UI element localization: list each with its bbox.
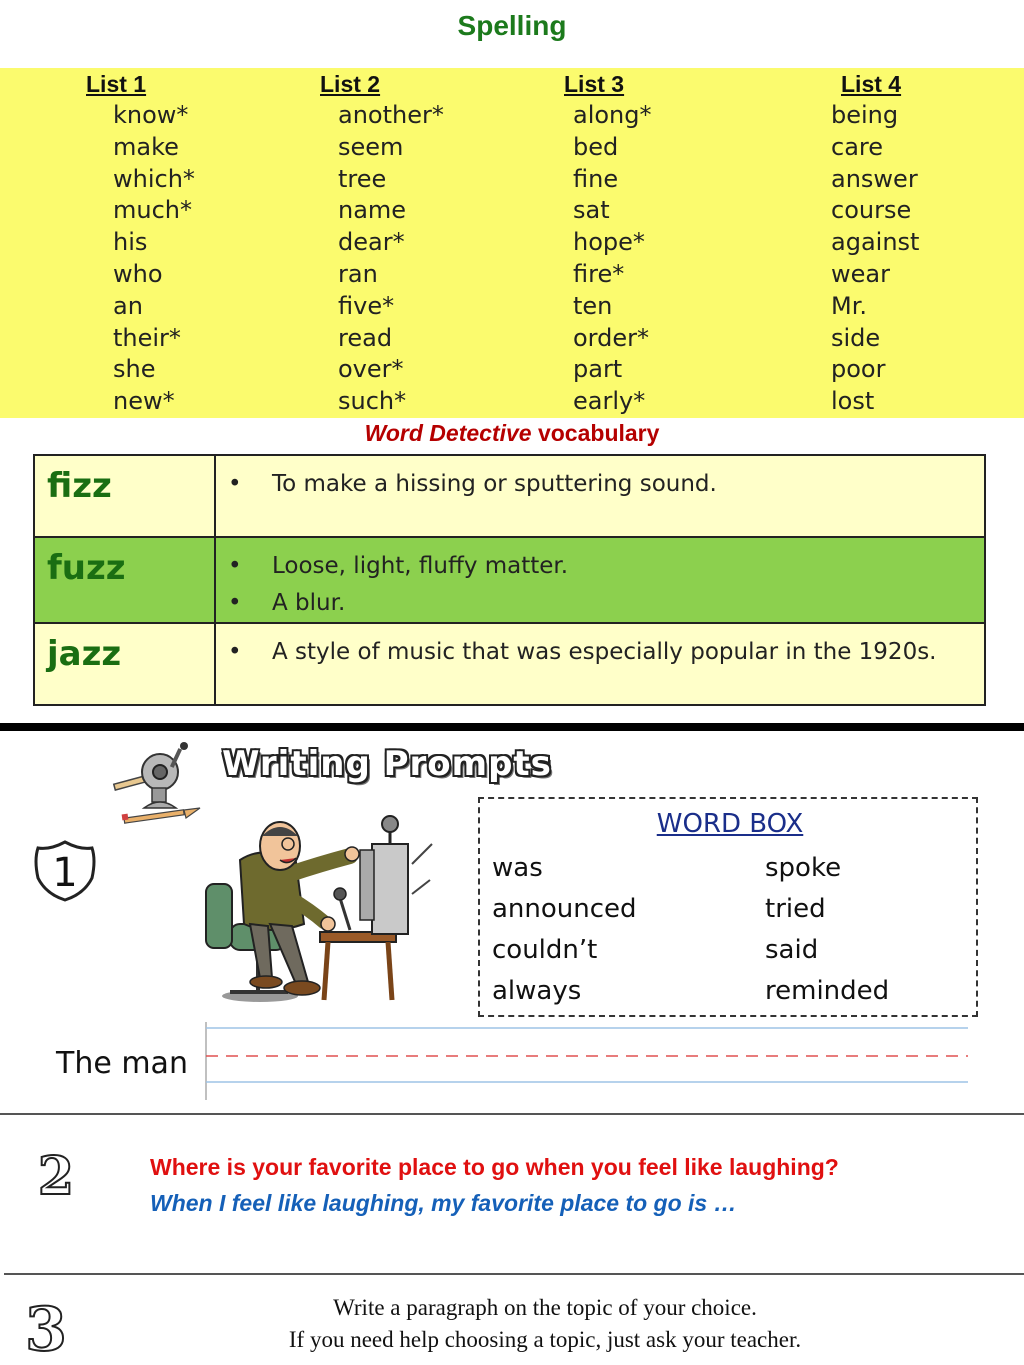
word-box-left-column — [492, 848, 637, 1012]
list-word: fine — [573, 164, 619, 193]
spelling-list-1 — [86, 68, 195, 416]
prompt-3-line-2: If you need help choosing a topic, just ask your teacher. — [288, 1327, 802, 1352]
word-box-word: said — [765, 935, 819, 965]
list-word: early* — [573, 387, 646, 416]
word-box — [478, 797, 978, 1017]
list-word: name — [338, 196, 407, 225]
definition-item: • Loose, light, fluffy matter. — [228, 548, 984, 585]
spelling-title: Spelling — [457, 10, 567, 41]
list-word: side — [831, 323, 881, 352]
vocab-definitions — [215, 455, 985, 537]
list-word: bed — [573, 132, 619, 161]
list-word: along* — [573, 101, 652, 129]
list-header: List 1 — [86, 71, 147, 97]
list-header: List 2 — [320, 71, 381, 97]
vocab-row-fuzz — [34, 537, 985, 623]
word-box-word: always — [492, 976, 582, 1006]
list-word: much* — [113, 196, 192, 225]
list-word: hope* — [573, 228, 645, 257]
word-box-word: reminded — [765, 976, 890, 1006]
list-word: an — [113, 291, 143, 320]
writing-prompts-title: Writing Prompts — [222, 744, 552, 784]
word-box-word: couldn’t — [492, 935, 598, 965]
prompt-divider — [4, 1273, 1024, 1275]
vocabulary-heading-rest: vocabulary — [531, 420, 660, 446]
prompt-3-line-1: Write a paragraph on the topic of your choice. — [333, 1295, 757, 1320]
handwriting-lines[interactable] — [204, 1022, 968, 1100]
list-word: lost — [831, 387, 875, 416]
vocabulary-table — [33, 454, 986, 706]
list-word: five* — [338, 291, 395, 320]
list-word: ran — [338, 259, 378, 288]
list-words — [113, 100, 195, 418]
spelling-list-4 — [831, 68, 920, 416]
vocab-word: jazz — [34, 623, 215, 705]
list-word: order* — [573, 323, 649, 352]
spelling-list-2 — [320, 68, 444, 416]
prompt-2-question: Where is your favorite place to go when you feel like laughing? — [150, 1154, 839, 1180]
prompt-number: 1 — [52, 850, 78, 896]
list-word: over* — [338, 355, 404, 384]
vocab-definitions — [215, 537, 985, 623]
list-word: his — [113, 228, 148, 257]
number-two-icon — [30, 1146, 86, 1202]
list-word: against — [831, 228, 920, 257]
list-word: such* — [338, 387, 407, 416]
definition-item: • To make a hissing or sputtering sound. — [228, 466, 984, 503]
list-word: which* — [113, 164, 195, 193]
list-word: another* — [338, 101, 444, 129]
vocab-row-fizz — [34, 455, 985, 537]
pencil-sharpener-icon — [112, 742, 206, 826]
list-word: who — [113, 259, 163, 288]
spelling-list-3 — [564, 68, 652, 416]
list-words — [338, 100, 444, 418]
definition-item: • A style of music that was especially popular in the 1920s. — [228, 634, 984, 671]
word-box-word: was — [492, 853, 543, 883]
word-box-title: WORD BOX — [656, 809, 804, 839]
list-word: wear — [831, 259, 890, 288]
list-words — [831, 100, 919, 418]
word-box-word: announced — [492, 894, 637, 924]
list-word: being — [831, 101, 899, 129]
list-word: read — [338, 323, 393, 352]
list-word: poor — [831, 355, 886, 384]
man-radio-illustration — [200, 814, 436, 1010]
prompt-number: 2 — [37, 1146, 75, 1202]
vocab-row-jazz — [34, 623, 985, 705]
vocabulary-heading — [0, 420, 1024, 447]
list-word: care — [831, 132, 884, 161]
list-word: answer — [831, 164, 918, 193]
word-box-word: tried — [765, 894, 826, 924]
list-word: make — [113, 132, 179, 161]
vocabulary-heading-italic: Word Detective — [364, 420, 532, 446]
list-word: dear* — [338, 228, 405, 257]
list-word: course — [831, 196, 912, 225]
list-word: sat — [573, 196, 610, 225]
vocab-word: fizz — [34, 455, 215, 537]
list-word: part — [573, 355, 623, 384]
list-word: fire* — [573, 259, 625, 288]
number-one-shield-icon — [32, 838, 98, 904]
list-word: ten — [573, 291, 613, 320]
list-word: tree — [338, 164, 387, 193]
list-header: List 3 — [564, 71, 625, 97]
prompt-number: 3 — [25, 1296, 67, 1356]
list-word: know* — [113, 101, 189, 129]
list-word: seem — [338, 132, 404, 161]
section-divider — [0, 723, 1024, 731]
prompt-divider — [0, 1113, 1024, 1115]
vocab-definitions — [215, 623, 985, 705]
word-box-word: spoke — [765, 853, 842, 883]
list-words — [573, 100, 652, 418]
word-box-right-column — [765, 848, 889, 1012]
vocab-word: fuzz — [34, 537, 215, 623]
list-word: she — [113, 355, 156, 384]
definition-item: • A blur. — [228, 585, 984, 622]
list-header: List 4 — [841, 71, 902, 97]
list-word: new* — [113, 387, 175, 416]
spelling-lists-panel — [0, 68, 1024, 418]
list-word: Mr. — [831, 291, 867, 320]
sentence-starter: The man — [56, 1046, 188, 1081]
list-word: their* — [113, 323, 181, 352]
prompt-2-starter: When I feel like laughing, my favorite place to go is … — [150, 1190, 737, 1216]
